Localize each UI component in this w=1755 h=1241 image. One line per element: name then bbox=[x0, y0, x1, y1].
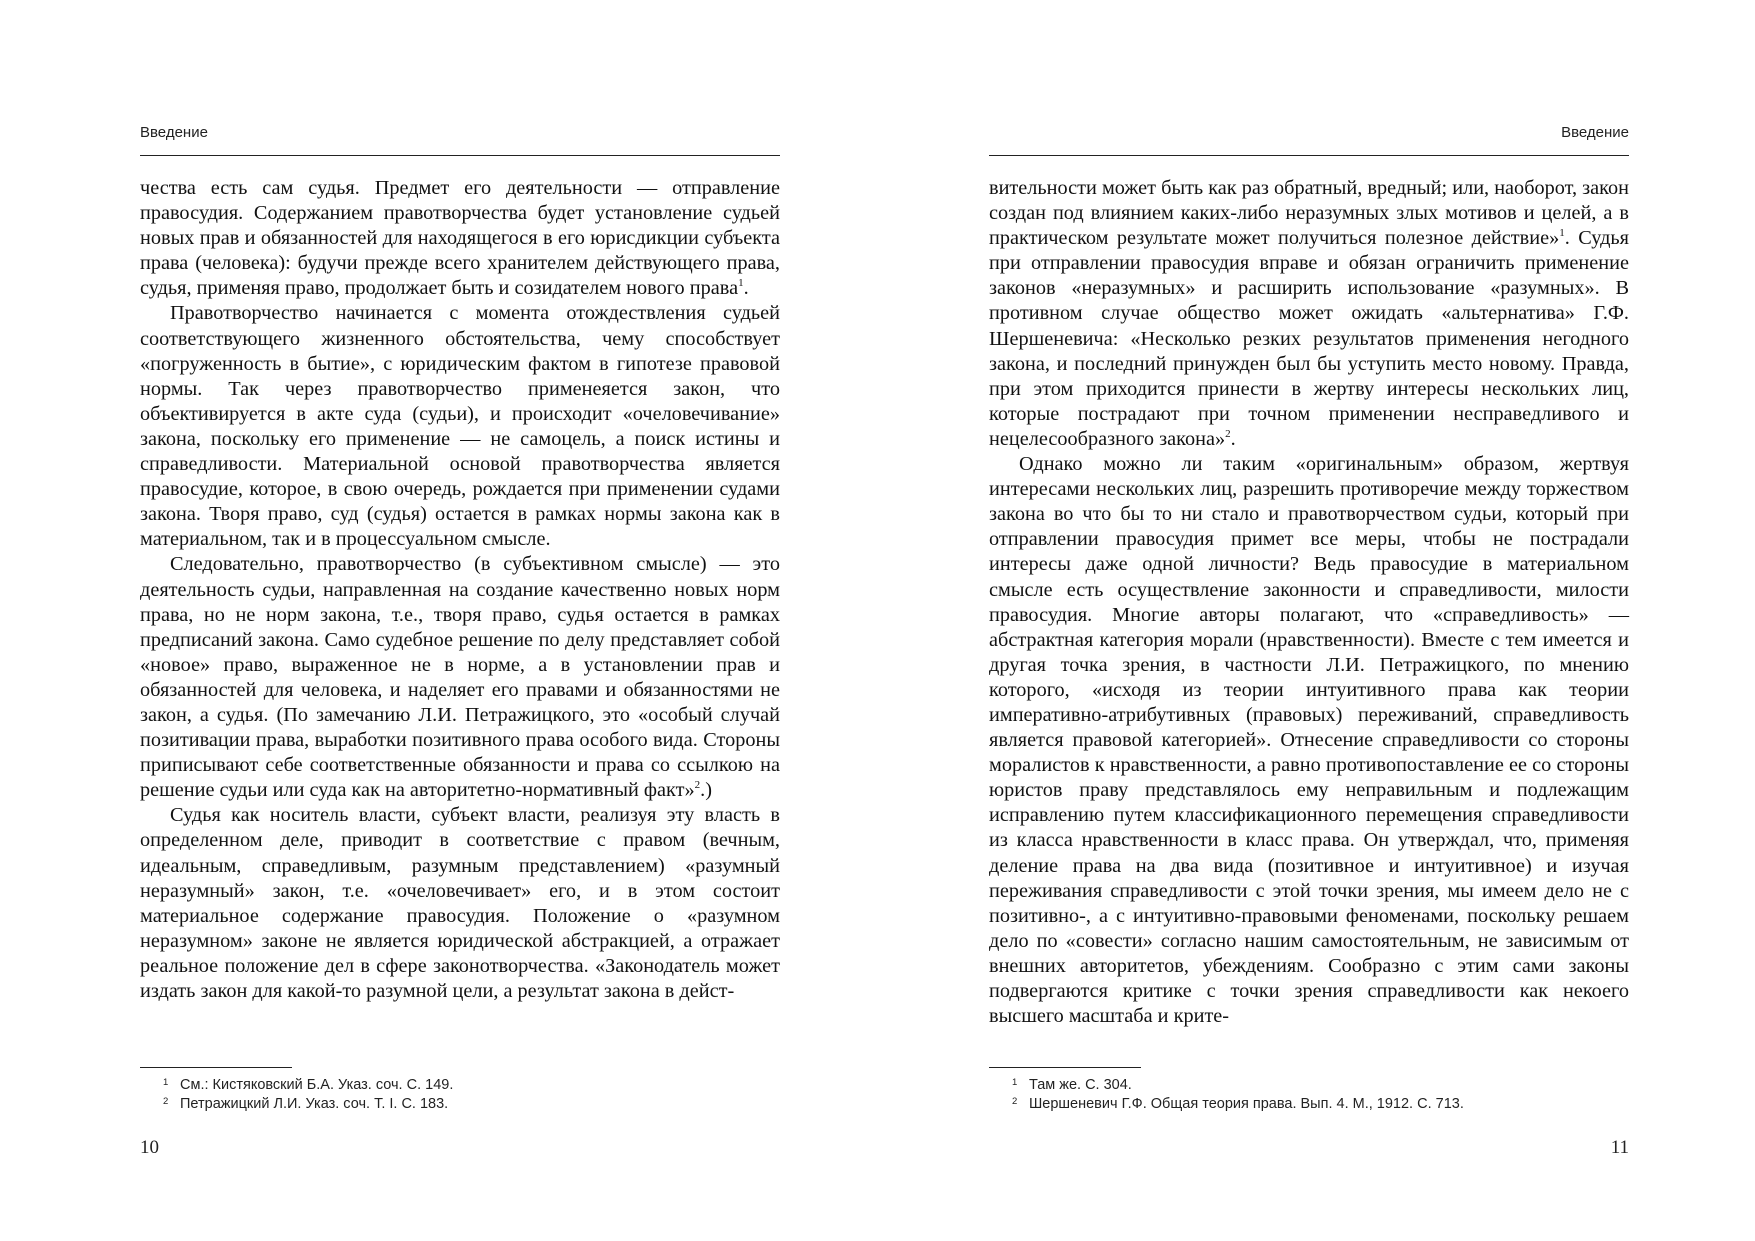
footnote-mark: 2 bbox=[163, 1096, 169, 1107]
paragraph-tail: . bbox=[743, 277, 749, 300]
paragraph-tail: .) bbox=[700, 779, 712, 802]
page-number: 11 bbox=[1610, 1137, 1629, 1158]
footnote bbox=[989, 1095, 1629, 1114]
header-rule bbox=[989, 155, 1629, 156]
paragraph bbox=[140, 301, 780, 552]
paragraph bbox=[989, 176, 1629, 452]
footnote-ref: 2 bbox=[1225, 428, 1231, 441]
footnote-mark: 1 bbox=[1012, 1077, 1018, 1088]
paragraph-text: вительности может быть как раз обратный, вредный; или, наоборот, закон создан под влиянием каких-либо неразумных злых мотивов и целей, а в практическом результате может получиться полезное действие» bbox=[989, 177, 1629, 250]
paragraph-tail: . Судья при отправлении правосудия вправе и обязан ограничить применение законов «неразумных» и расширить использование «разумных». В противном случае общество может ожидать «альтернатива» Г.Ф. Шершеневича: «Несколько резких результатов применения негодного закона, и последний принужден был бы уступить место новому. Правда, при этом приходится принести в жертву интересы нескольких лиц, которые пострадают при точном применении несправедливого и нецелесообразного закона» bbox=[989, 227, 1629, 450]
paragraph bbox=[989, 452, 1629, 1029]
footnote-text: Шершеневич Г.Ф. Общая теория права. Вып. 4. М., 1912. С. 713. bbox=[1029, 1096, 1464, 1112]
paragraph-text: Правотворчество начинается с момента отождествления судьей соответствующего жизненного обстоятельства, чему способствует «погруженность в бытие», с юридическим фактом в гипотезе правовой нормы. Так через правотворчество применеяется закон, что объективируется в акте суда (судьи), и происходит «очеловечивание» закона, поскольку его применение — не самоцель, а поиск истины и справедливости. Материальной основой правотворчества является правосудие, которое, в свою очередь, рождается при применении судами закона. Творя право, суд (судья) остается в рамках нормы закона как в материальном, так и в процессуальном смысле. bbox=[140, 302, 780, 551]
running-head: Введение bbox=[1561, 124, 1629, 141]
paragraph-text: Судья как носитель власти, субъект власти, реализуя эту власть в определенном деле, приводит в соответствие с правом (вечным, идеальным, справедливым, разумным представлением) «разумный неразумный» закон, т.е. «очеловечивает» его, и в этом состоит материальное содержание правосудия. Положение о «разумном неразумном» законе не является юридической абстракцией, а отражает реальное положение дел в сфере законотворчества. «Законодатель может издать закон для какой-то разумной цели, а результат закона в дейст- bbox=[140, 804, 780, 1002]
footnotes bbox=[140, 1076, 780, 1114]
footnote bbox=[989, 1076, 1629, 1095]
page-number: 10 bbox=[140, 1137, 159, 1158]
paragraph-tail: . bbox=[1230, 427, 1236, 450]
footnote-ref: 1 bbox=[1559, 227, 1565, 240]
body-text bbox=[989, 176, 1629, 1029]
paragraph bbox=[140, 176, 780, 301]
paragraph-text: Однако можно ли таким «оригинальным» образом, жертвуя интересами нескольких лиц, разрешить противоречие между торжеством закона во что бы то ни стало и правотворчеством судьи, который при отправлении правосудия примет все меры, чтобы не пострадали интересы даже одной личности? Ведь правосудие в материальном смысле есть осуществление законности и справедливости, милости правосудия. Многие авторы полагают, что «справедливость» — абстрактная категория морали (нравственности). Вместе с тем имеется и другая точка зрения, в частности Л.И. Петражицкого, по мнению которого, «исходя из теории интуитивного права как теории императивно-атрибутивных (правовых) переживаний, справедливость является правовой категорией». Отнесение справедливости со стороны моралистов к нравственности, а равно противопоставление ее со стороны юристов праву представлялось ему неправильным и подлежащим исправлению путем классификационного перемещения справедливости из класса нравственности в класс права. Он утверждал, что, применяя деление права на два вида (позитивное и интуитивное) и изучая переживания справедливости с этой точки зрения, мы имеем дело не с позитивно-, а с интуитивно-правовыми феноменами, поскольку решаем дело по «совести» согласно нашим самостоятельным, не зависимым от внешних авторитетов, убеждениям. Сообразно с этим сами законы подвергаются критике с точки зрения справедливости как некоего высшего масштаба и крите- bbox=[989, 453, 1629, 1028]
footnote-ref: 1 bbox=[738, 277, 744, 290]
footnote bbox=[140, 1095, 780, 1114]
paragraph bbox=[140, 552, 780, 803]
running-head: Введение bbox=[140, 124, 208, 141]
footnote-mark: 2 bbox=[1012, 1096, 1018, 1107]
paragraph bbox=[140, 803, 780, 1004]
footnote-rule bbox=[989, 1067, 1141, 1068]
footnote-text: См.: Кистяковский Б.А. Указ. соч. С. 149. bbox=[180, 1077, 454, 1093]
paragraph-text: чества есть сам судья. Предмет его деятельности — отправление правосудия. Содержанием правотворчества будет установление судьей новых прав и обязанностей для находящегося в его юрисдикции субъекта права (человека): будучи прежде всего хранителем действующего права, судья, применяя право, продолжает быть и созидателем нового права bbox=[140, 177, 780, 300]
body-text bbox=[140, 176, 780, 1004]
footnote-mark: 1 bbox=[163, 1077, 169, 1088]
paragraph-text: Следовательно, правотворчество (в субъективном смысле) — это деятельность судьи, направленная на создание качественно новых норм права, но не норм закона, т.е., творя право, судья остается в рамках предписаний закона. Само судебное решение по делу представляет собой «новое» право, выраженное не в норме, а в установлении прав и обязанностей для человека, и наделяет его правами и обязанностями не закон, а судья. (По замечанию Л.И. Петражицкого, это «особый случай позитивации права, выработки позитивного права особого вида. Стороны приписывают себе соответственные обязанности и права со ссылкою на решение судьи или суда как на авторитетно-нормативный факт» bbox=[140, 553, 780, 802]
footnote-text: Петражицкий Л.И. Указ. соч. Т. I. С. 183. bbox=[180, 1096, 449, 1112]
header-rule bbox=[140, 155, 780, 156]
footnote-rule bbox=[140, 1067, 292, 1068]
footnote-text: Там же. С. 304. bbox=[1029, 1077, 1132, 1093]
footnote-ref: 2 bbox=[694, 779, 701, 792]
footnote bbox=[140, 1076, 780, 1095]
footnotes bbox=[989, 1076, 1629, 1114]
